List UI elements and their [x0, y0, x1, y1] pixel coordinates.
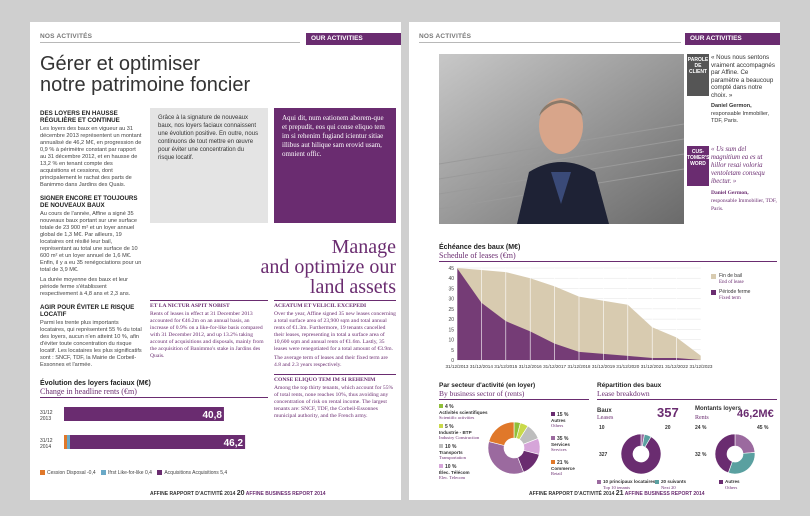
section-text: Au cours de l'année, Affine a signé 35 nouveaux baux portant sur une surface totale de 23 900 m² et un loyer annuel global de 1,3 M€. Par ailleurs, 19 locataires ont résilié leur bail, représentant au total une surface de 10 600 m² et un loyer annuel de 1,6 M€. Enfin, il y a eu 35 renégociations pour un total de 3,9 M€.: [40, 211, 142, 273]
section-text: Les loyers des baux en vigueur au 31 décembre 2013 représentent un montant annualisé de 46,2 M€, en progression de 0,9 % à périmètre constant par rapport au 31 décembre 2012, et en hausse de 13,2 % en tenant compte des acquisitions et cessions, dont principalement le rachat des parts de Banimmo dans Jardins des Quais.: [40, 126, 142, 188]
legend-swatch: [551, 436, 555, 440]
left-page: [30, 22, 401, 500]
en-title-line2: and optimize our: [260, 256, 396, 278]
legend-swatch: [439, 464, 443, 468]
highlight-text: Aqui dit, num eationem aborem-que et prepudit, eos qui conse eliquo tem im si rehenim fugiand icientur sitiae illibus aut hilique sam erovid usam, omnient offic.: [282, 114, 385, 158]
legend-pct: 5 %: [445, 424, 454, 430]
legend-pct: 10 %: [445, 464, 457, 470]
en-heading: ACEATUM ET VELICIL EXCEPEDI: [274, 300, 396, 309]
legend-en: Transportation: [439, 455, 466, 460]
bar: [64, 435, 245, 449]
quote-fr: [711, 54, 777, 126]
section-heading: AGIR POUR ÉVITER LE RISQUE LOCATIF: [40, 304, 135, 318]
donut-value: 32 %: [695, 452, 707, 458]
y-tick-label: 5: [451, 347, 454, 354]
tick-label: 31/12: [40, 438, 53, 444]
footer-text: AFFINE RAPPORT D'ACTIVITÉ 2014: [150, 491, 236, 497]
section-tab: OUR ACTIVITIES: [685, 33, 780, 45]
legend-swatch: [655, 480, 659, 484]
en-text: Over the year, Affine signed 35 new leases concerning a total surface area of 23,900 sqm and total annual rents of €1.3m. Furthermore, 19 tenants cancelled their leases, representing in total a surface area of 10,600 sqm and annual rents of €1.6m. Lastly, 35 leases were renegotiated for a total amount of €3.9m.: [274, 311, 396, 352]
legend-fr: 20 suivants: [661, 479, 687, 484]
legend-fr: Élec. Télécom: [439, 470, 470, 475]
en-text: The average term of leases and their fixed term are 4.8 and 2.3 years respectively.: [274, 355, 388, 368]
en-text: Among the top thirty tenants, which account for 55% of total rents, none reaches 10%, thus avoiding any concentration of risk on rental income. The largest tenants are: SNCF, TDF, the Corbeil-Essonnes municipal authority, and the French army.: [274, 385, 394, 419]
legend-swatch: [40, 470, 45, 475]
chart-title: Répartition des baux: [597, 382, 662, 389]
legend-en: Industry Construction: [439, 435, 480, 440]
y-tick-label: 20: [448, 317, 454, 324]
quote-fr-text: « Nous nous sentons vraiment accompagnés par Affine. Ce paramètre a beaucoup compté dans notre choix. »: [711, 54, 775, 99]
x-tick-label: 31/12/2015: [494, 364, 518, 369]
page-number: 21: [615, 490, 624, 497]
tick-label: 31/12: [40, 410, 53, 416]
quote-en: [711, 146, 777, 213]
donut-value: 24 %: [695, 425, 707, 431]
legend-label: Fixed term: [719, 296, 741, 301]
quote-en-role: responsable Immobilier, TDF, Paris.: [711, 198, 777, 212]
quote-fr-author: Daniel Germon,: [711, 103, 752, 109]
x-tick-label: 31/12/2018: [567, 364, 591, 369]
legend-en: Top 10 tenants: [603, 485, 630, 490]
breakdown-chart: [597, 382, 777, 499]
client-label-en: CUS-TOMER'S WORD: [687, 146, 709, 186]
legend-fr: Commerce: [551, 466, 575, 471]
footer-text-en: AFFINE BUSINESS REPORT 2014: [624, 491, 705, 497]
section-heading: SIGNER ENCORE ET TOUJOURS DE NOUVEAUX BAUX: [40, 195, 138, 209]
donut-title: Montants loyers: [695, 406, 742, 412]
legend-swatch: [101, 470, 106, 475]
legend-en: Scientific activities: [439, 415, 475, 420]
legend-swatch: [551, 460, 555, 464]
x-tick-label: 31/12/2023: [689, 364, 713, 369]
section-tag: NOS ACTIVITÉS: [40, 33, 93, 40]
en-text: Rents of leases in effect at 31 December 2013 accounted for €46.2m on an annual basis, an increase of 0.9% on a like-for-like basis compared with 31 December 2012, and up 13.2% taking account of acquisitions and disposals, mainly from the acquisition of Banimmo's stake in Jardins des Quais.: [150, 311, 264, 359]
page-title: [40, 54, 250, 96]
footer-text: AFFINE RAPPORT D'ACTIVITÉ 2014: [529, 491, 615, 497]
legend-swatch: [439, 424, 443, 428]
en-column-1: [150, 300, 268, 360]
legend-label: Fin de bail: [719, 273, 743, 279]
en-title: [150, 237, 396, 297]
data-label: 40,8: [202, 410, 222, 421]
divider: [419, 42, 681, 43]
y-tick-label: 30: [448, 296, 454, 303]
chart-title: Échéance des baux (M€): [439, 244, 521, 251]
legend-swatch: [719, 480, 723, 484]
donut-total: 357: [657, 405, 679, 420]
x-tick-label: 31/12/2013: [445, 364, 469, 369]
donut-value: 327: [599, 452, 608, 458]
y-tick-label: 45: [448, 266, 454, 272]
legend-fr: Transports: [439, 450, 463, 455]
chart-subtitle: Change in headline rents (€m): [40, 387, 268, 398]
legend-fr: Services: [551, 442, 570, 447]
en-title-line1: Manage: [331, 236, 396, 258]
summary-text: Grâce à la signature de nouveaux baux, nos loyers faciaux connaissent une évolution positive. En outre, nous continuons de tout mettre en œuvre pour éviter une concentration du risque locatif.: [158, 115, 259, 161]
bar: [64, 407, 224, 421]
legend-item: Acquisitions Acquisitions 5,4: [164, 470, 228, 476]
legend-fr: Activités scientifiques: [439, 410, 488, 415]
legend-label: End of lease: [719, 280, 744, 285]
legend-item: Ifrst Like-for-like 0,4: [108, 470, 152, 476]
footer: [150, 490, 326, 497]
chart-title: Évolution des loyers faciaux (M€): [40, 380, 151, 387]
x-tick-label: 31/12/2014: [469, 364, 493, 369]
legend-swatch: [551, 412, 555, 416]
footer: [529, 490, 705, 497]
y-tick-label: 0: [451, 358, 454, 364]
fr-column: [40, 110, 142, 369]
donut-slice: [735, 434, 755, 453]
page-title-line2: notre patrimoine foncier: [40, 74, 251, 96]
y-tick-label: 35: [448, 286, 454, 293]
quote-fr-role: responsable Immobilier, TDF, Paris.: [711, 110, 770, 124]
breakdown-donuts: [597, 402, 777, 494]
legend-fr: Autres: [725, 479, 740, 484]
legend-item: Cession Disposal -0,4: [47, 470, 96, 476]
page-number: 20: [236, 490, 245, 497]
footer-text-en: AFFINE BUSINESS REPORT 2014: [245, 491, 326, 497]
en-title-line3: land assets: [309, 276, 396, 298]
donut-total: 46,2M€: [737, 408, 774, 420]
chart-legend: [40, 470, 268, 476]
legend-pct: 35 %: [557, 436, 569, 442]
data-label: 46,2: [223, 438, 244, 449]
legend-swatch: [597, 480, 601, 484]
chart-subtitle: Lease breakdown: [597, 389, 777, 400]
bar-chart: [40, 401, 268, 463]
donut-title-en: Leases: [597, 415, 614, 421]
chart-title: Par secteur d'activité (en loyer): [439, 382, 536, 389]
x-tick-label: 31/12/2020: [616, 364, 640, 369]
client-label-fr: PAROLE DE CLIENT: [687, 54, 709, 96]
quote-en-author: Daniel Germon,: [711, 190, 749, 196]
summary-box: [150, 108, 268, 223]
legend-en: Others: [551, 423, 564, 428]
legend-en: Others: [725, 485, 738, 490]
legend-swatch: [439, 404, 443, 408]
chart-subtitle: By business sector of (rents): [439, 389, 589, 400]
legend-label: Période ferme: [719, 289, 751, 295]
legend-pct: 15 %: [557, 412, 569, 418]
x-tick-label: 31/12/2021: [640, 364, 664, 369]
y-tick-label: 40: [448, 276, 454, 283]
donut-value: 10: [599, 425, 605, 431]
divider: [40, 42, 300, 43]
legend-en: Services: [551, 447, 567, 452]
legend-swatch: [439, 444, 443, 448]
chart-subtitle: Schedule of leases (€m): [439, 251, 777, 262]
donut-value: 20: [665, 425, 671, 431]
legend-fr: Autres: [551, 418, 566, 423]
page-title-line1: Gérer et optimiser: [40, 53, 201, 75]
section-heading: DES LOYERS EN HAUSSE RÉGULIÈRE ET CONTINUE: [40, 110, 120, 124]
legend-swatch: [711, 290, 716, 295]
legend-pct: 21 %: [557, 460, 569, 466]
headline-rents-chart: [40, 380, 268, 476]
legend-fr: Industrie - BTP: [439, 430, 472, 435]
area-chart: [439, 264, 777, 374]
legend-en: Retail: [551, 471, 562, 476]
legend-fr: 10 principaux locataires: [603, 479, 656, 484]
x-tick-label: 31/12/2019: [591, 364, 615, 369]
x-tick-label: 31/12/2017: [543, 364, 567, 369]
legend-swatch: [157, 470, 162, 475]
legend-swatch: [711, 274, 716, 279]
legend-pct: 4 %: [445, 404, 454, 410]
donut-title: Baux: [597, 408, 612, 414]
section-text: Parmi les trente plus importants locataires, qui représentent 55 % du total des loyers, aucun n'en atteint 10 %, afin d'éviter toute concentration du risque locatif. Les locataires les plus significatifs sont : SNCF, TDF, la Mairie de Corbeil-Essonnes et l'armée.: [40, 320, 142, 368]
section-tab: OUR ACTIVITIES: [306, 33, 401, 45]
donut-slice: [489, 422, 514, 446]
bar-segment: [67, 435, 70, 449]
tick-label: 2013: [40, 416, 52, 422]
sector-chart: [439, 382, 589, 495]
legend-en: Next 20: [661, 485, 676, 490]
donut-title-en: Rents: [695, 415, 709, 421]
legend-en: Elec. Telecom: [439, 475, 466, 480]
section-text: La durée moyenne des baux et leur période ferme s'établissent respectivement à 4,8 ans et 2,3 ans.: [40, 277, 131, 297]
x-tick-label: 31/12/2016: [518, 364, 542, 369]
y-tick-label: 25: [448, 306, 454, 313]
donut-slice: [728, 452, 755, 474]
quote-en-text: « Us sum del magnitium ea es ut hillor resai voloria ventoletam consequ ibectur. »: [711, 146, 765, 185]
donut-chart: [439, 402, 589, 490]
tick-label: 2014: [40, 444, 52, 450]
bar-segment: [64, 435, 67, 449]
en-heading: CONSE ELIQUO TEM IM SI REHENIM: [274, 374, 396, 383]
section-tag: NOS ACTIVITÉS: [419, 33, 472, 40]
donut-value: 45 %: [757, 425, 769, 431]
highlight-box: [274, 108, 396, 223]
right-page: [409, 22, 780, 500]
en-heading: ET LA NICTUR ASPIT NOBIST: [150, 300, 268, 309]
schedule-chart: [439, 244, 777, 379]
y-tick-label: 15: [448, 327, 454, 334]
client-photo: [439, 54, 684, 224]
y-tick-label: 10: [448, 337, 454, 344]
x-tick-label: 31/12/2022: [665, 364, 689, 369]
donut-slice: [621, 434, 661, 474]
legend-pct: 10 %: [445, 444, 457, 450]
en-column-2: [274, 300, 396, 420]
